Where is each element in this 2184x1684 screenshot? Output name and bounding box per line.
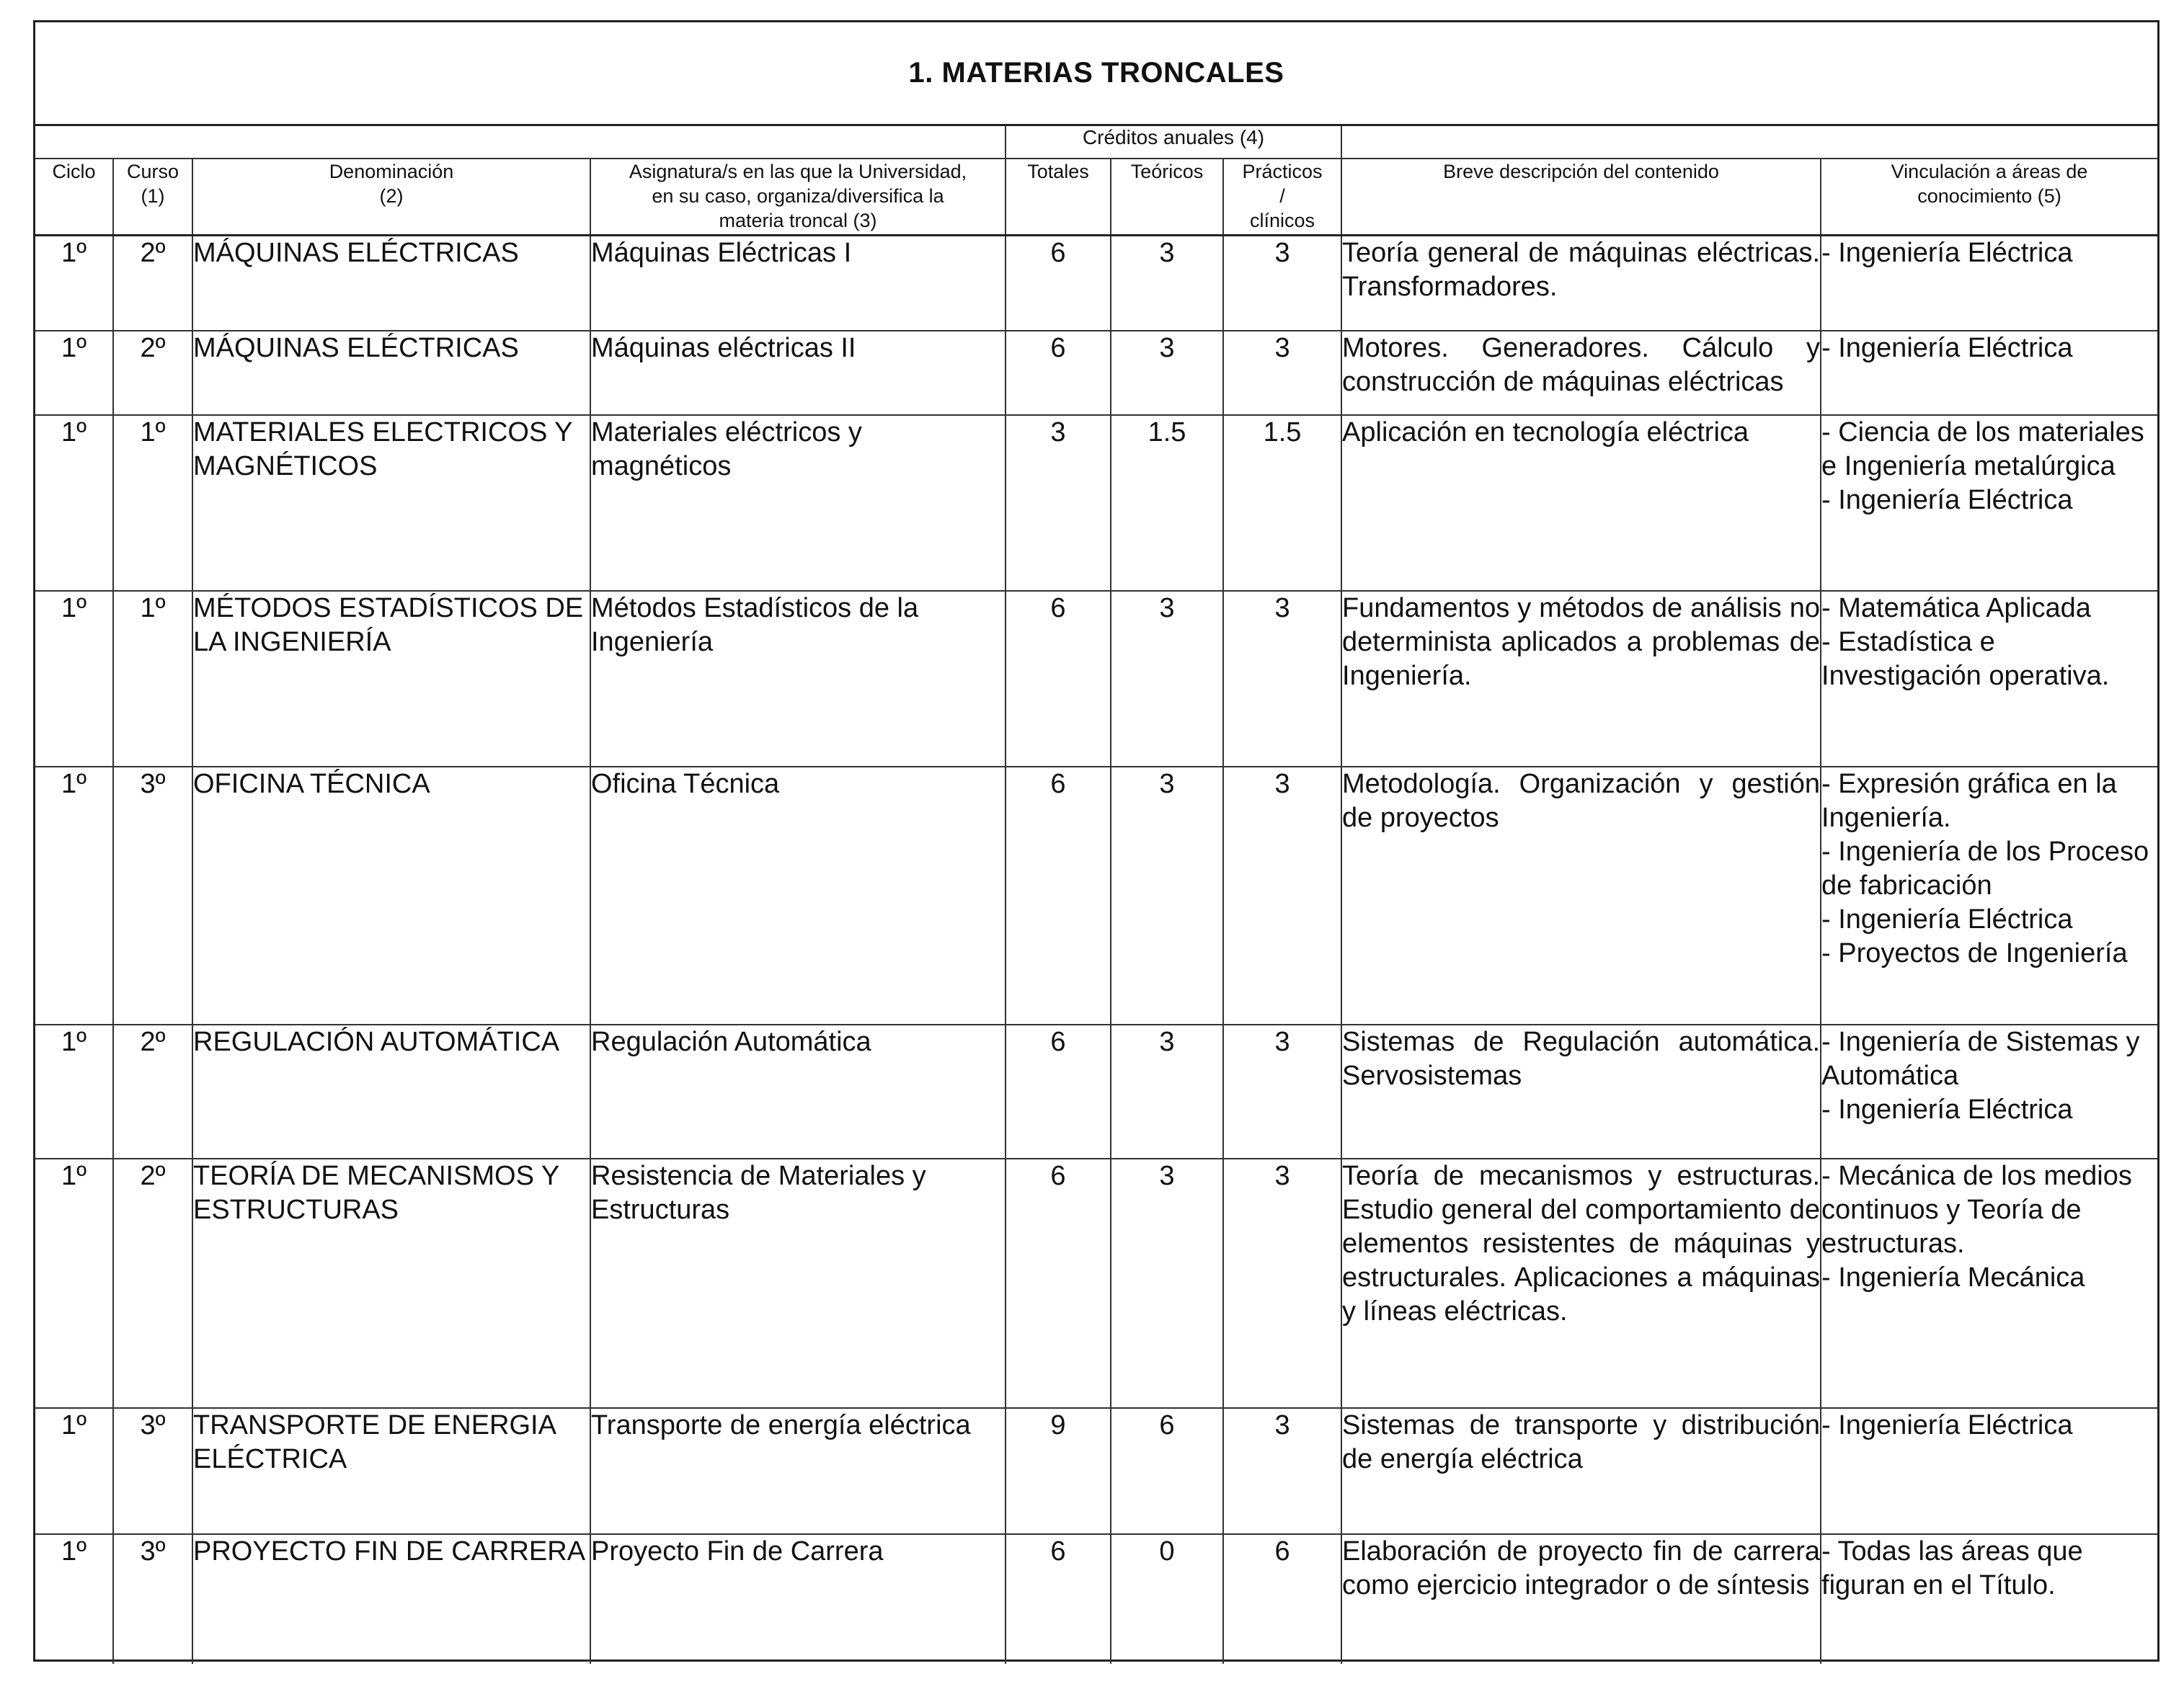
cell-denominacion: TEORÍA DE MECANISMOS Y ESTRUCTURAS (192, 1159, 590, 1408)
cell-descripcion: Sistemas de transporte y distribución de energía eléctrica (1341, 1408, 1821, 1534)
cell-curso: 3º (113, 1534, 192, 1664)
table-row (35, 415, 2157, 591)
cell-practicos: 3 (1223, 1159, 1341, 1408)
cell-practicos: 6 (1223, 1534, 1341, 1664)
cell-asignatura: Resistencia de Materiales y Estructuras (590, 1159, 1006, 1408)
cell-ciclo: 1º (35, 1159, 113, 1408)
cell-totales: 6 (1006, 236, 1111, 331)
cell-ciclo: 1º (35, 1025, 113, 1159)
cell-denominacion: OFICINA TÉCNICA (192, 767, 590, 1025)
cell-totales: 6 (1006, 1025, 1111, 1159)
title-box (35, 22, 2157, 126)
table-row (35, 1159, 2157, 1408)
cell-denominacion: MÉTODOS ESTADÍSTICOS DE LA INGENIERÍA (192, 591, 590, 767)
col-header-teoricos: Teóricos (1111, 159, 1223, 236)
cell-asignatura: Métodos Estadísticos de la Ingeniería (590, 591, 1006, 767)
cell-teoricos: 3 (1111, 1159, 1223, 1408)
cell-asignatura: Materiales eléctricos y magnéticos (590, 415, 1006, 591)
cell-practicos: 3 (1223, 767, 1341, 1025)
cell-teoricos: 3 (1111, 331, 1223, 415)
cell-totales: 6 (1006, 591, 1111, 767)
cell-ciclo: 1º (35, 1534, 113, 1664)
cell-ciclo: 1º (35, 591, 113, 767)
cell-vinculacion: - Ingeniería Eléctrica (1821, 331, 2157, 415)
cell-vinculacion: - Ciencia de los materiales e Ingeniería metalúrgica - Ingeniería Eléctrica (1821, 415, 2157, 591)
table-row (35, 1025, 2157, 1159)
cell-practicos: 3 (1223, 1408, 1341, 1534)
cell-descripcion: Fundamentos y métodos de análisis no determinista aplicados a problemas de Ingeniería. (1341, 591, 1821, 767)
col-header-denominacion: Denominación (2) (192, 159, 590, 236)
creditos-group-header: Créditos anuales (4) (1006, 126, 1341, 159)
col-header-curso: Curso (1) (113, 159, 192, 236)
cell-asignatura: Proyecto Fin de Carrera (590, 1534, 1006, 1664)
cell-curso: 2º (113, 1025, 192, 1159)
cell-teoricos: 3 (1111, 1025, 1223, 1159)
materias-troncales-form (33, 20, 2159, 1662)
table-row (35, 331, 2157, 415)
cell-totales: 3 (1006, 415, 1111, 591)
cell-practicos: 3 (1223, 331, 1341, 415)
cell-practicos: 3 (1223, 236, 1341, 331)
cell-curso: 1º (113, 415, 192, 591)
table-row (35, 591, 2157, 767)
cell-vinculacion: - Matemática Aplicada - Estadística e Investigación operativa. (1821, 591, 2157, 767)
col-header-asignatura: Asignatura/s en las que la Universidad, en su caso, organiza/diversifica la materia troncal (3) (590, 159, 1006, 236)
cell-asignatura: Regulación Automática (590, 1025, 1006, 1159)
cell-descripcion: Elaboración de proyecto fin de carrera como ejercicio integrador o de síntesis (1341, 1534, 1821, 1664)
header-group-blank-right (1341, 126, 2157, 159)
cell-ciclo: 1º (35, 415, 113, 591)
cell-ciclo: 1º (35, 1408, 113, 1534)
cell-teoricos: 3 (1111, 591, 1223, 767)
cell-totales: 6 (1006, 1159, 1111, 1408)
cell-curso: 3º (113, 1408, 192, 1534)
table-row (35, 1534, 2157, 1664)
col-header-vinculacion: Vinculación a áreas de conocimiento (5) (1821, 159, 2157, 236)
col-header-practicos: Prácticos / clínicos (1223, 159, 1341, 236)
cell-descripcion: Motores. Generadores. Cálculo y construcción de máquinas eléctricas (1341, 331, 1821, 415)
cell-teoricos: 3 (1111, 767, 1223, 1025)
cell-totales: 6 (1006, 1534, 1111, 1664)
cell-teoricos: 6 (1111, 1408, 1223, 1534)
col-header-ciclo: Ciclo (35, 159, 113, 236)
cell-denominacion: MATERIALES ELECTRICOS Y MAGNÉTICOS (192, 415, 590, 591)
cell-vinculacion: - Ingeniería de Sistemas y Automática - Ingeniería Eléctrica (1821, 1025, 2157, 1159)
cell-curso: 3º (113, 767, 192, 1025)
cell-asignatura: Máquinas Eléctricas I (590, 236, 1006, 331)
cell-ciclo: 1º (35, 236, 113, 331)
cell-curso: 1º (113, 591, 192, 767)
cell-teoricos: 3 (1111, 236, 1223, 331)
cell-denominacion: REGULACIÓN AUTOMÁTICA (192, 1025, 590, 1159)
cell-denominacion: TRANSPORTE DE ENERGIA ELÉCTRICA (192, 1408, 590, 1534)
cell-vinculacion: - Ingeniería Eléctrica (1821, 236, 2157, 331)
table-row (35, 767, 2157, 1025)
cell-asignatura: Máquinas eléctricas II (590, 331, 1006, 415)
table-row (35, 236, 2157, 331)
cell-totales: 9 (1006, 1408, 1111, 1534)
table-row (35, 1408, 2157, 1534)
cell-totales: 6 (1006, 331, 1111, 415)
cell-descripcion: Teoría general de máquinas eléctricas. Transformadores. (1341, 236, 1821, 331)
header-row (35, 159, 2157, 236)
cell-totales: 6 (1006, 767, 1111, 1025)
cell-ciclo: 1º (35, 331, 113, 415)
cell-curso: 2º (113, 236, 192, 331)
col-header-totales: Totales (1006, 159, 1111, 236)
cell-teoricos: 0 (1111, 1534, 1223, 1664)
page-title: 1. MATERIAS TRONCALES (908, 57, 1284, 89)
header-group-row (35, 126, 2157, 159)
cell-ciclo: 1º (35, 767, 113, 1025)
cell-curso: 2º (113, 331, 192, 415)
col-header-descripcion: Breve descripción del contenido (1341, 159, 1821, 236)
cell-curso: 2º (113, 1159, 192, 1408)
cell-asignatura: Transporte de energía eléctrica (590, 1408, 1006, 1534)
cell-vinculacion: - Ingeniería Eléctrica (1821, 1408, 2157, 1534)
cell-descripcion: Aplicación en tecnología eléctrica (1341, 415, 1821, 591)
cell-denominacion: MÁQUINAS ELÉCTRICAS (192, 331, 590, 415)
cell-practicos: 1.5 (1223, 415, 1341, 591)
cell-practicos: 3 (1223, 1025, 1341, 1159)
cell-denominacion: MÁQUINAS ELÉCTRICAS (192, 236, 590, 331)
cell-teoricos: 1.5 (1111, 415, 1223, 591)
cell-denominacion: PROYECTO FIN DE CARRERA (192, 1534, 590, 1664)
cell-descripcion: Sistemas de Regulación automática. Servosistemas (1341, 1025, 1821, 1159)
cell-descripcion: Teoría de mecanismos y estructuras. Estudio general del comportamiento de elementos resistentes de máquinas y estructurales. Aplicaciones a máquinas y líneas eléctricas. (1341, 1159, 1821, 1408)
cell-vinculacion: - Expresión gráfica en la Ingeniería. - Ingeniería de los Proceso de fabricación - Ingeniería Eléctrica - Proyectos de Ingeniería (1821, 767, 2157, 1025)
cell-asignatura: Oficina Técnica (590, 767, 1006, 1025)
materias-table (35, 126, 2157, 1664)
header-group-blank (35, 126, 1006, 159)
cell-vinculacion: - Todas las áreas que figuran en el Título. (1821, 1534, 2157, 1664)
cell-vinculacion: - Mecánica de los medios continuos y Teoría de estructuras. - Ingeniería Mecánica (1821, 1159, 2157, 1408)
cell-descripcion: Metodología. Organización y gestión de proyectos (1341, 767, 1821, 1025)
cell-practicos: 3 (1223, 591, 1341, 767)
